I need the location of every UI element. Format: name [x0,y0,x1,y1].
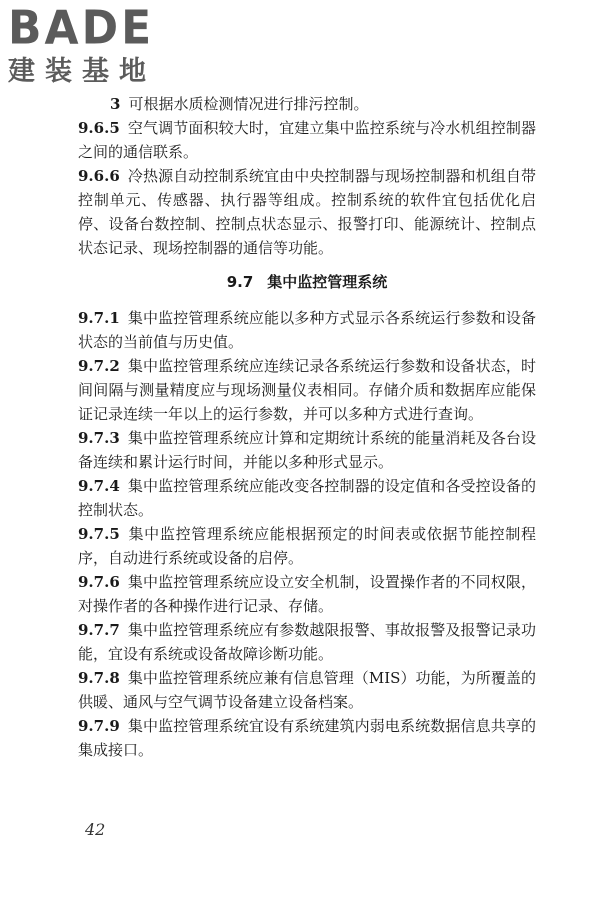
clause-number: 9.7.4 [78,477,120,495]
clause-9-6-6 [78,164,536,260]
clause-9-7-6 [78,570,536,618]
clause-number: 9.6.6 [78,167,120,185]
clause-text: 集中监控管理系统应能改变各控制器的设定值和各受控设备的控制状态。 [78,477,536,519]
document-body [78,92,536,762]
clause-text: 集中监控管理系统应能以多种方式显示各系统运行参数和设备状态的当前值与历史值。 [78,309,536,351]
list-item [78,92,536,116]
section-title-text: 集中监控管理系统 [267,273,388,291]
clause-number: 9.7.3 [78,429,120,447]
clause-text: 集中监控管理系统应计算和定期统计系统的能量消耗及各台设备连续和累计运行时间，并能以多种形式显示。 [78,429,536,471]
clause-number: 9.7.7 [78,621,120,639]
clause-number: 9.7.2 [78,357,120,375]
clause-text: 集中监控管理系统应有参数越限报警、事故报警及报警记录功能，宜设有系统或设备故障诊断功能。 [78,621,536,663]
section-heading [78,270,536,294]
item-number: 3 [110,95,121,113]
clause-9-7-7 [78,618,536,666]
clause-text: 集中监控管理系统宜设有系统建筑内弱电系统数据信息共享的集成接口。 [78,717,536,759]
clause-9-7-8 [78,666,536,714]
logo-subtitle: 建装基地 [8,56,156,87]
clause-text: 空气调节面积较大时，宜建立集中监控系统与冷水机组控制器之间的通信联系。 [78,119,536,161]
clause-text: 集中监控管理系统应兼有信息管理（MIS）功能，为所覆盖的供暖、通风与空气调节设备建立设备档案。 [78,669,536,711]
section-number: 9.7 [226,273,254,291]
clause-text: 集中监控管理系统应连续记录各系统运行参数和设备状态，时间间隔与测量精度应与现场测量仪表相同。存储介质和数据库应能保证记录连续一年以上的运行参数，并可以多种方式进行查询。 [78,357,536,423]
clause-9-7-4 [78,474,536,522]
clause-number: 9.7.1 [78,309,120,327]
clause-9-6-5 [78,116,536,164]
clause-number: 9.7.8 [78,669,120,687]
clause-text: 集中监控管理系统应设立安全机制，设置操作者的不同权限，对操作者的各种操作进行记录、存储。 [78,573,536,615]
clause-9-7-3 [78,426,536,474]
brand-logo [8,1,178,88]
clause-number: 9.7.5 [78,525,120,543]
clause-number: 9.6.5 [78,119,120,137]
clause-9-7-9 [78,714,536,762]
clause-text: 冷热源自动控制系统宜由中央控制器与现场控制器和机组自带控制单元、传感器、执行器等组成。控制系统的软件宜包括优化启停、设备台数控制、控制点状态显示、报警打印、能源统计、控制点状态记录、现场控制器的通信等功能。 [78,167,536,257]
clause-number: 9.7.9 [78,717,120,735]
clause-9-7-1 [78,306,536,354]
item-text: 可根据水质检测情况进行排污控制。 [128,95,369,113]
clause-9-7-2 [78,354,536,426]
page-number: 42 [85,820,106,839]
clause-text: 集中监控管理系统应能根据预定的时间表或依据节能控制程序，自动进行系统或设备的启停。 [78,525,536,567]
clause-9-7-5 [78,522,536,570]
clause-number: 9.7.6 [78,573,120,591]
logo-brand-text: BADE [8,1,155,56]
